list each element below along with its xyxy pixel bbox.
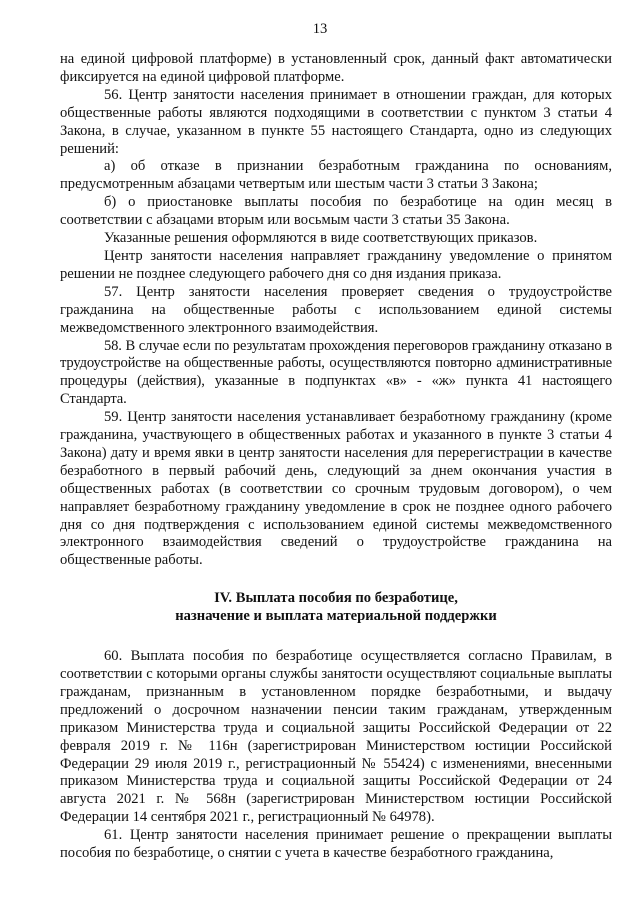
paragraph: 60. Выплата пособия по безработице осуществляется согласно Правилам, в соответствии с которыми органы службы занятости осуществляют социальные выплаты гражданам, признанным в установленном порядке безработными, и выдачу предложений о досрочном назначении пенсии таким гражданам, утвержденным приказом Министерства труда и социальной защиты Российской Федерации от 22 февраля 2019 г. № 116н (зарегистрирован Министерством юстиции Российской Федерации 29 июля 2019 г., регистрационный № 55424) с изменениями, внесенными приказом Министерства труда и социальной защиты Российской Федерации от 24 августа 2021 г. № 568н (зарегистрирован Министерством юстиции Российской Федерации 14 сентября 2021 г., регистрационный № 64978).	[60, 648, 612, 826]
paragraphs-before-section	[60, 51, 612, 570]
document-body	[60, 51, 612, 863]
paragraph: на единой цифровой платформе) в установленный срок, данный факт автоматически фиксируется на единой цифровой платформе.	[60, 51, 612, 85]
section-heading-line-1: IV. Выплата пособия по безработице,	[214, 590, 458, 607]
section-heading-line-2: назначение и выплата материальной поддержки	[175, 608, 497, 625]
paragraph: 58. В случае если по результатам прохождения переговоров гражданину отказано в трудоустройстве на общественные работы, осуществляются повторно административные процедуры (действия), указанные в подпунктах «в» - «ж» пункта 41 настоящего Стандарта.	[60, 337, 612, 408]
paragraphs-after-section	[60, 648, 612, 863]
paragraph: а) об отказе в признании безработным гражданина по основаниям, предусмотренным абзацами четвертым или шестым части 3 статьи 3 Закона;	[60, 158, 612, 193]
paragraph: 57. Центр занятости населения проверяет сведения о трудоустройстве гражданина на общественные работы с использованием единой системы межведомственного электронного взаимодействия.	[60, 283, 612, 336]
paragraph: 61. Центр занятости населения принимает решение о прекращении выплаты пособия по безработице, о снятии с учета в качестве безработного гражданина,	[60, 827, 612, 862]
paragraph: Указанные решения оформляются в виде соответствующих приказов.	[104, 230, 538, 247]
paragraph: 59. Центр занятости населения устанавливает безработному гражданину (кроме гражданина, участвующего в общественных работах и указанного в пункте 3 статьи 4 Закона) дату и время явки в центр занятости населения для перерегистрации в качестве безработного в первый рабочий день, следующий за днем окончания участия в общественных работах (в соответствии со срочным трудовым договором), о чем направляет безработному гражданину уведомление в срок не позднее одного рабочего дня со дня подтверждения с использованием единой системы межведомственного электронного взаимодействия сведений о трудоустройстве гражданина на общественные работы.	[60, 409, 612, 569]
page-number: 13	[312, 21, 328, 37]
paragraph: 56. Центр занятости населения принимает в отношении граждан, для которых общественные работы являются подходящими в соответствии с пунктом 3 статьи 4 Закона, в случае, указанном в пункте 55 настоящего Стандарта, одно из следующих решений:	[60, 86, 612, 157]
paragraph: б) о приостановке выплаты пособия по безработице на один месяц в соответствии с абзацами вторым или восьмым части 3 статьи 35 Закона.	[60, 194, 612, 229]
paragraph: Центр занятости населения направляет гражданину уведомление о принятом решении не позднее следующего рабочего дня со дня издания приказа.	[60, 247, 612, 282]
section-heading	[60, 590, 612, 626]
